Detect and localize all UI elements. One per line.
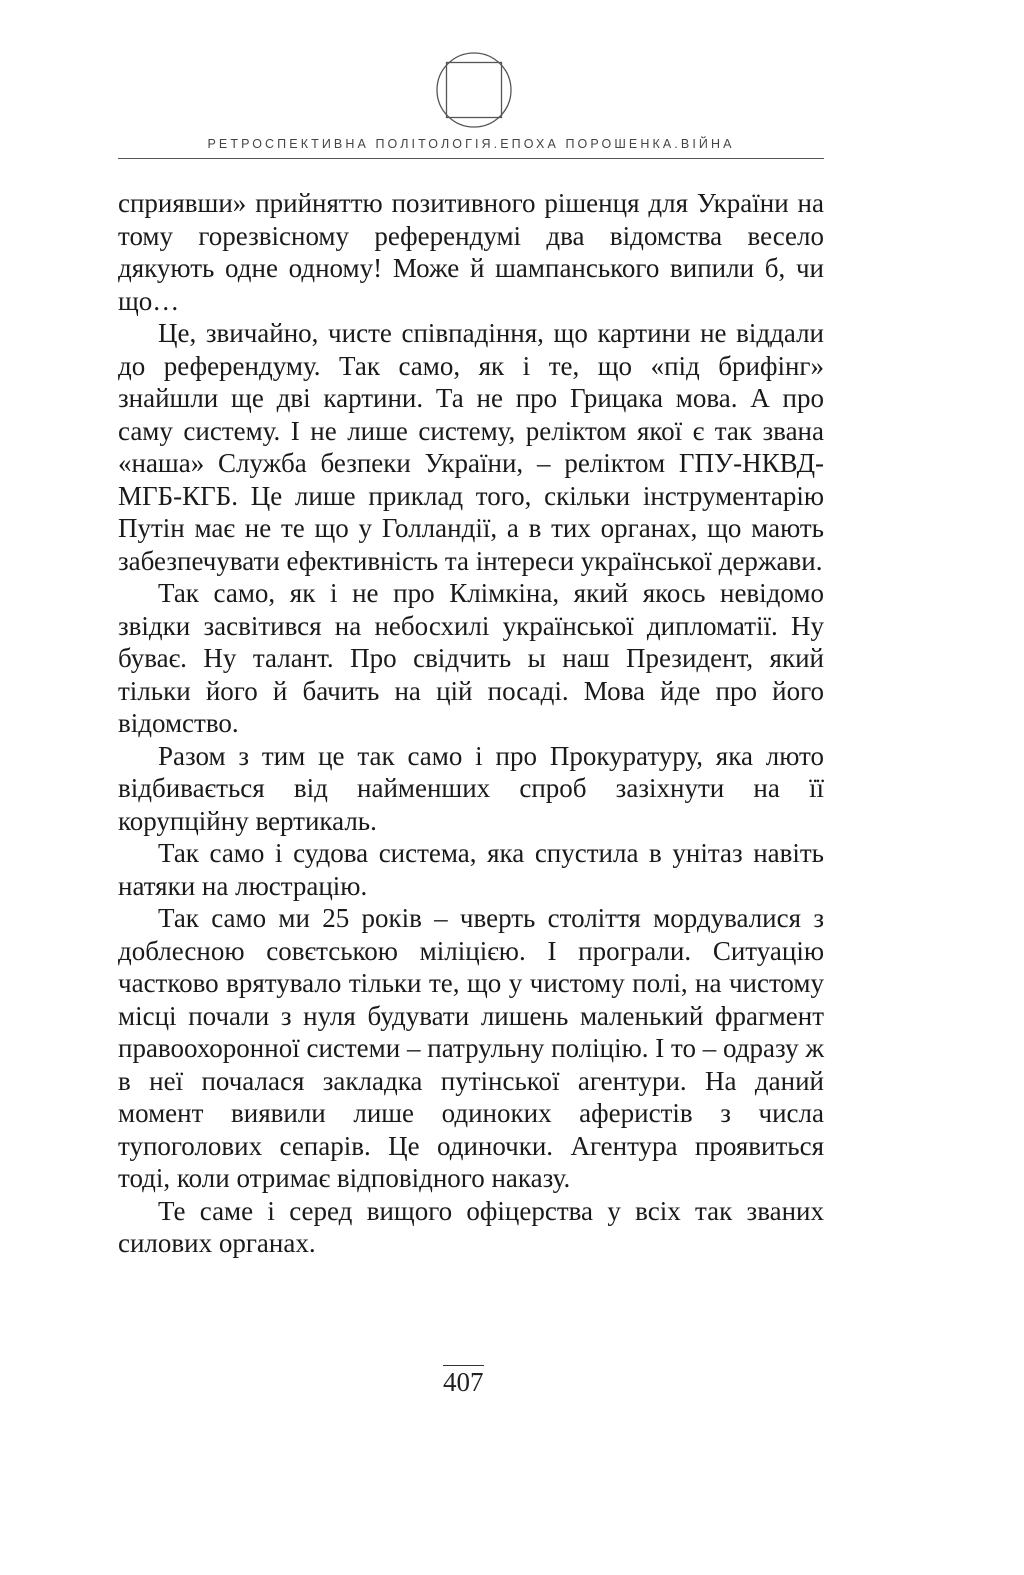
page-number: 407	[443, 1367, 484, 1397]
paragraph: Те саме і серед вищого офіцерства у всіх так званих силових органах.	[118, 1195, 824, 1258]
paragraph: Разом з тим це так само і про Прокуратуру, яка люто відбивається від найменших спроб зазіхнути на її корупційну вертикаль.	[118, 740, 824, 836]
paragraph: Це, звичайно, чисте співпадіння, що картини не віддали до референдуму. Так само, як і те, що «під брифінг» знайшли ще дві картини. Та не про Грицака мова. А про саму систему. І не лише систему, реліктом якої є так звана «наша» Служба безпеки України, – реліктом ГПУ-НКВД-МГБ-КГБ. Це лише приклад того, скільки інструментарію Путін має не те що у Голландії, а в тих органах, що мають забезпечувати ефективність та інтереси української держави.	[118, 318, 824, 576]
header-divider	[118, 158, 824, 159]
running-header: РЕТРОСПЕКТИВНА ПОЛІТОЛОГІЯ.ЕПОХА ПОРОШЕНКА.ВІЙНА	[207, 137, 735, 151]
paragraph: Так само і судова система, яка спустила в унітаз навіть натяки на люстрацію.	[118, 838, 824, 901]
paragraph: Так само, як і не про Клімкіна, який якось невідомо звідки засвітився на небосхилі української дипломатії. Ну буває. Ну талант. Про свідчить ы наш Президент, який тільки його й бачить на цій посаді. Мова йде про його відомство.	[118, 578, 824, 738]
paragraph-continued: сприявши» прийняттю позитивного рішенця для України на тому горезвісному референдумі два відомства весело дякують одне одному! Може й шампанського випили б, чи що…	[118, 188, 824, 316]
paragraph: Так само ми 25 років – чверть століття мордувалися з доблесною совєтською міліцією. І програли. Ситуацію частково врятувало тільки те, що у чистому полі, на чистому місці почали з нуля будувати лишень маленький фрагмент правоохоронної системи – патрульну поліцію. І то – одразу ж в неї почалася закладка путінської агентури. На даний момент виявили лише одиноких аферистів з числа тупоголових сепарів. Це одиночки. Агентура проявиться тоді, коли отримає відповідного наказу.	[118, 903, 824, 1193]
page-body	[118, 187, 824, 1260]
circle-square-logo-icon	[435, 51, 513, 129]
